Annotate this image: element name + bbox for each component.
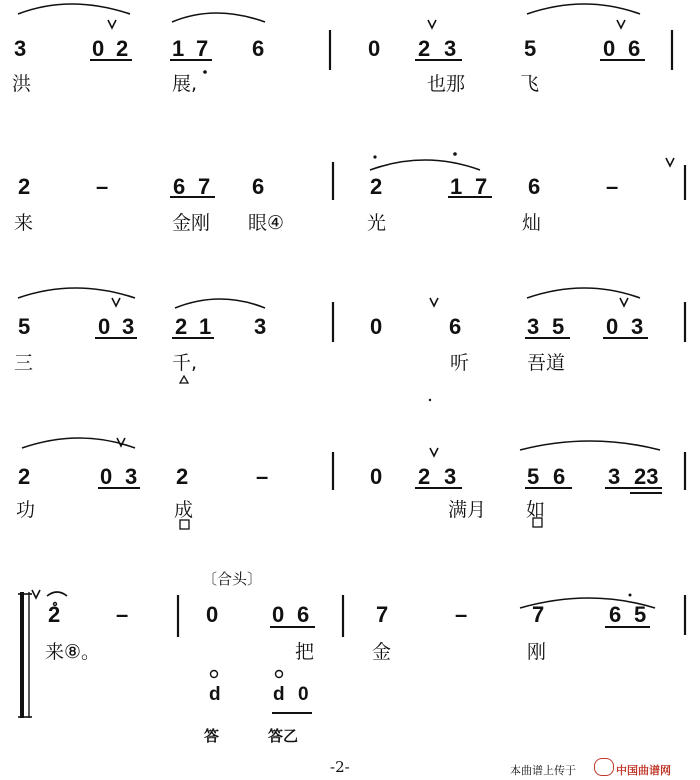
breath-mark (620, 298, 628, 306)
percussion-note: d (273, 684, 285, 705)
note: 23 (634, 464, 659, 489)
percussion-word: 答 (204, 727, 220, 745)
lyric: 灿 (522, 212, 542, 234)
slur (175, 299, 265, 308)
lyric: 展, (172, 73, 198, 95)
lyric: 满月 (448, 499, 487, 521)
note: 2 (370, 174, 383, 199)
slur (18, 4, 130, 14)
note: 2 (418, 36, 431, 61)
note: 6 (449, 314, 462, 339)
note: – (116, 602, 129, 627)
slur (18, 288, 135, 298)
note: 2 (116, 36, 129, 61)
percussion-note: d (209, 684, 221, 705)
note: 2 (176, 464, 189, 489)
breath-mark (666, 158, 674, 166)
note: 5 (634, 602, 647, 627)
note: 1 (450, 174, 463, 199)
note: 1 (172, 36, 185, 61)
note: 7 (475, 174, 488, 199)
note: 5 (18, 314, 31, 339)
note: – (256, 464, 269, 489)
percussion-note: 0 (298, 684, 309, 705)
note: 3 (527, 314, 540, 339)
breath-mark (112, 298, 120, 306)
note: 0 (98, 314, 111, 339)
note: 0 (100, 464, 113, 489)
note: 0 (370, 314, 383, 339)
note: 3 (444, 464, 457, 489)
note: 2 (48, 602, 61, 627)
note: 6 (173, 174, 186, 199)
lyric: 洪 (12, 73, 32, 95)
note: 6 (528, 174, 541, 199)
note: 0 (603, 36, 616, 61)
note: 6 (297, 602, 310, 627)
note: 6 (609, 602, 622, 627)
lyric: 也那 (427, 73, 466, 95)
site-name: 中国曲谱网 (616, 764, 671, 777)
note: – (455, 602, 468, 627)
percussion-word: 答乙 (268, 727, 299, 745)
note: 3 (444, 36, 457, 61)
slur (527, 288, 640, 298)
note: 6 (252, 174, 265, 199)
lyric: 吾道 (527, 352, 566, 374)
note: 7 (376, 602, 389, 627)
slur (370, 160, 480, 170)
lyric: 成 (174, 499, 194, 521)
note: 3 (254, 314, 267, 339)
breath-mark (32, 590, 40, 598)
lyric: 金刚 (172, 212, 211, 234)
note: 0 (606, 314, 619, 339)
note: – (606, 174, 619, 199)
note: 7 (198, 174, 211, 199)
note: 7 (532, 602, 545, 627)
lyric: 飞 (520, 73, 540, 95)
lyric: 三 (14, 352, 34, 374)
lyric: 来⑧。 (45, 641, 101, 663)
note: 2 (18, 174, 31, 199)
page-number: -2- (330, 758, 350, 776)
breath-mark (108, 20, 116, 28)
note: 3 (122, 314, 135, 339)
note: 5 (524, 36, 537, 61)
lyric: 把 (295, 641, 315, 663)
note: 5 (552, 314, 565, 339)
note: 6 (553, 464, 566, 489)
note: 1 (199, 314, 212, 339)
lyric: 金 (372, 641, 392, 663)
lyric: 听 (450, 352, 470, 374)
upload-text: 本曲谱上传于 (510, 764, 576, 777)
note: 0 (206, 602, 219, 627)
lyric: 如 (526, 499, 546, 521)
slur (172, 13, 265, 22)
lyric: 千, (172, 352, 198, 374)
note: 3 (608, 464, 621, 489)
slur (527, 4, 640, 14)
note: 6 (252, 36, 265, 61)
lyric: 光 (367, 212, 387, 234)
note: 5 (527, 464, 540, 489)
lyric: 来 (14, 212, 34, 234)
note: 3 (631, 314, 644, 339)
note: 3 (14, 36, 27, 61)
note: 6 (628, 36, 641, 61)
breath-mark (617, 20, 625, 28)
lyric: 眼④ (248, 212, 285, 234)
site-logo-icon (594, 758, 614, 776)
note: 7 (196, 36, 209, 61)
fermata-arc (47, 592, 67, 596)
note: 0 (272, 602, 285, 627)
lyric: 刚 (527, 641, 547, 663)
note: – (96, 174, 109, 199)
slur (520, 441, 660, 450)
note: 0 (368, 36, 381, 61)
note: 0 (92, 36, 105, 61)
note: 3 (125, 464, 138, 489)
note: 0 (370, 464, 383, 489)
section-label: 〔合头〕 (202, 570, 263, 588)
breath-mark (428, 20, 436, 28)
breath-mark (430, 448, 438, 456)
lyric: 功 (16, 499, 36, 521)
note: 2 (175, 314, 188, 339)
note: 2 (418, 464, 431, 489)
note: 2 (18, 464, 31, 489)
breath-mark (430, 298, 438, 306)
